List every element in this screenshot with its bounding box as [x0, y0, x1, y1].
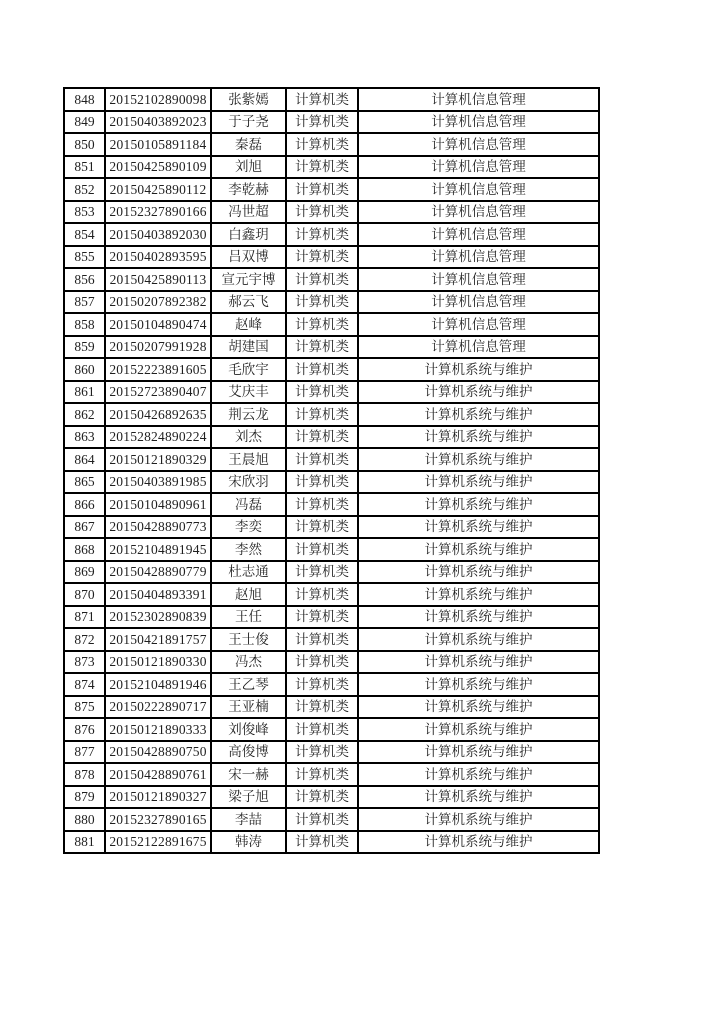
- cell-name: 秦磊: [211, 133, 286, 156]
- cell-id: 20150222890717: [105, 696, 211, 719]
- table-row: [64, 358, 599, 381]
- cell-major: 计算机信息管理: [358, 178, 599, 201]
- table-row: [64, 583, 599, 606]
- cell-category: 计算机类: [286, 471, 358, 494]
- table-row: [64, 313, 599, 336]
- table-row: [64, 403, 599, 426]
- cell-name: 胡建国: [211, 336, 286, 359]
- cell-name: 宋一赫: [211, 763, 286, 786]
- cell-id: 20150402893595: [105, 246, 211, 269]
- cell-id: 20152302890839: [105, 606, 211, 629]
- cell-name: 于子尧: [211, 111, 286, 134]
- cell-id: 20150207991928: [105, 336, 211, 359]
- cell-major: 计算机系统与维护: [358, 808, 599, 831]
- cell-index: 870: [64, 583, 105, 606]
- cell-index: 850: [64, 133, 105, 156]
- table-row: [64, 763, 599, 786]
- table-row: [64, 223, 599, 246]
- cell-category: 计算机类: [286, 268, 358, 291]
- cell-major: 计算机信息管理: [358, 223, 599, 246]
- cell-id: 20152122891675: [105, 831, 211, 854]
- table-row: [64, 808, 599, 831]
- cell-id: 20150428890750: [105, 741, 211, 764]
- cell-index: 872: [64, 628, 105, 651]
- cell-name: 赵旭: [211, 583, 286, 606]
- cell-index: 848: [64, 88, 105, 111]
- table-row: [64, 628, 599, 651]
- cell-major: 计算机系统与维护: [358, 786, 599, 809]
- cell-id: 20150121890330: [105, 651, 211, 674]
- table-row: [64, 381, 599, 404]
- cell-name: 冯世超: [211, 201, 286, 224]
- cell-category: 计算机类: [286, 763, 358, 786]
- cell-major: 计算机系统与维护: [358, 606, 599, 629]
- cell-category: 计算机类: [286, 651, 358, 674]
- cell-id: 20150404893391: [105, 583, 211, 606]
- table-row: [64, 111, 599, 134]
- cell-index: 874: [64, 673, 105, 696]
- table-row: [64, 651, 599, 674]
- cell-name: 白鑫玥: [211, 223, 286, 246]
- cell-index: 868: [64, 538, 105, 561]
- cell-id: 20152327890166: [105, 201, 211, 224]
- cell-name: 李奕: [211, 516, 286, 539]
- table-row: [64, 448, 599, 471]
- cell-category: 计算机类: [286, 718, 358, 741]
- cell-name: 刘俊峰: [211, 718, 286, 741]
- cell-name: 艾庆丰: [211, 381, 286, 404]
- cell-category: 计算机类: [286, 628, 358, 651]
- cell-id: 20150421891757: [105, 628, 211, 651]
- cell-major: 计算机信息管理: [358, 133, 599, 156]
- cell-index: 876: [64, 718, 105, 741]
- cell-category: 计算机类: [286, 111, 358, 134]
- cell-category: 计算机类: [286, 786, 358, 809]
- cell-name: 韩涛: [211, 831, 286, 854]
- cell-index: 864: [64, 448, 105, 471]
- table-row: [64, 673, 599, 696]
- cell-index: 857: [64, 291, 105, 314]
- cell-index: 877: [64, 741, 105, 764]
- table-row: [64, 133, 599, 156]
- cell-id: 20150121890329: [105, 448, 211, 471]
- cell-major: 计算机信息管理: [358, 291, 599, 314]
- cell-name: 赵峰: [211, 313, 286, 336]
- cell-major: 计算机信息管理: [358, 201, 599, 224]
- cell-category: 计算机类: [286, 223, 358, 246]
- cell-category: 计算机类: [286, 403, 358, 426]
- table-row: [64, 426, 599, 449]
- cell-category: 计算机类: [286, 358, 358, 381]
- cell-name: 李然: [211, 538, 286, 561]
- table-row: [64, 561, 599, 584]
- cell-name: 刘杰: [211, 426, 286, 449]
- cell-id: 20152104891946: [105, 673, 211, 696]
- table-row: [64, 156, 599, 179]
- cell-name: 张紫嫣: [211, 88, 286, 111]
- cell-id: 20152102890098: [105, 88, 211, 111]
- cell-id: 20150105891184: [105, 133, 211, 156]
- cell-index: 878: [64, 763, 105, 786]
- cell-major: 计算机信息管理: [358, 313, 599, 336]
- cell-category: 计算机类: [286, 133, 358, 156]
- cell-category: 计算机类: [286, 336, 358, 359]
- cell-index: 879: [64, 786, 105, 809]
- table-row: [64, 696, 599, 719]
- cell-id: 20150425890113: [105, 268, 211, 291]
- student-table-body: [64, 88, 599, 853]
- cell-name: 高俊博: [211, 741, 286, 764]
- cell-name: 王任: [211, 606, 286, 629]
- cell-id: 20152824890224: [105, 426, 211, 449]
- table-row: [64, 606, 599, 629]
- table-row: [64, 201, 599, 224]
- cell-id: 20152223891605: [105, 358, 211, 381]
- cell-name: 刘旭: [211, 156, 286, 179]
- cell-name: 王士俊: [211, 628, 286, 651]
- cell-index: 866: [64, 493, 105, 516]
- cell-id: 20150207892382: [105, 291, 211, 314]
- cell-index: 851: [64, 156, 105, 179]
- cell-major: 计算机信息管理: [358, 246, 599, 269]
- cell-name: 梁子旭: [211, 786, 286, 809]
- cell-index: 880: [64, 808, 105, 831]
- cell-id: 20150121890333: [105, 718, 211, 741]
- cell-id: 20152723890407: [105, 381, 211, 404]
- cell-category: 计算机类: [286, 493, 358, 516]
- cell-major: 计算机系统与维护: [358, 673, 599, 696]
- cell-index: 860: [64, 358, 105, 381]
- cell-category: 计算机类: [286, 156, 358, 179]
- cell-major: 计算机系统与维护: [358, 403, 599, 426]
- cell-index: 856: [64, 268, 105, 291]
- table-row: [64, 786, 599, 809]
- cell-category: 计算机类: [286, 381, 358, 404]
- cell-category: 计算机类: [286, 448, 358, 471]
- cell-major: 计算机系统与维护: [358, 718, 599, 741]
- cell-major: 计算机系统与维护: [358, 696, 599, 719]
- cell-major: 计算机系统与维护: [358, 741, 599, 764]
- table-row: [64, 291, 599, 314]
- cell-major: 计算机系统与维护: [358, 561, 599, 584]
- cell-index: 865: [64, 471, 105, 494]
- cell-major: 计算机系统与维护: [358, 628, 599, 651]
- cell-index: 853: [64, 201, 105, 224]
- cell-id: 20150104890961: [105, 493, 211, 516]
- cell-id: 20150121890327: [105, 786, 211, 809]
- cell-id: 20150428890779: [105, 561, 211, 584]
- cell-category: 计算机类: [286, 313, 358, 336]
- cell-name: 冯杰: [211, 651, 286, 674]
- cell-category: 计算机类: [286, 88, 358, 111]
- cell-name: 李喆: [211, 808, 286, 831]
- cell-category: 计算机类: [286, 583, 358, 606]
- table-row: [64, 471, 599, 494]
- cell-category: 计算机类: [286, 561, 358, 584]
- cell-category: 计算机类: [286, 808, 358, 831]
- cell-name: 荆云龙: [211, 403, 286, 426]
- cell-category: 计算机类: [286, 696, 358, 719]
- cell-id: 20150428890761: [105, 763, 211, 786]
- cell-category: 计算机类: [286, 538, 358, 561]
- cell-name: 吕双博: [211, 246, 286, 269]
- cell-name: 王亚楠: [211, 696, 286, 719]
- cell-major: 计算机系统与维护: [358, 493, 599, 516]
- cell-major: 计算机系统与维护: [358, 426, 599, 449]
- cell-name: 冯磊: [211, 493, 286, 516]
- table-row: [64, 741, 599, 764]
- cell-major: 计算机信息管理: [358, 111, 599, 134]
- table-row: [64, 336, 599, 359]
- cell-index: 867: [64, 516, 105, 539]
- cell-index: 863: [64, 426, 105, 449]
- cell-index: 852: [64, 178, 105, 201]
- cell-id: 20152327890165: [105, 808, 211, 831]
- table-row: [64, 493, 599, 516]
- cell-category: 计算机类: [286, 201, 358, 224]
- cell-id: 20150403892023: [105, 111, 211, 134]
- student-table: [63, 87, 600, 854]
- cell-category: 计算机类: [286, 426, 358, 449]
- cell-index: 854: [64, 223, 105, 246]
- cell-name: 宣元宇博: [211, 268, 286, 291]
- cell-major: 计算机系统与维护: [358, 651, 599, 674]
- table-row: [64, 718, 599, 741]
- cell-major: 计算机系统与维护: [358, 471, 599, 494]
- cell-index: 861: [64, 381, 105, 404]
- cell-name: 毛欣宇: [211, 358, 286, 381]
- cell-index: 871: [64, 606, 105, 629]
- cell-id: 20150104890474: [105, 313, 211, 336]
- cell-index: 858: [64, 313, 105, 336]
- cell-index: 875: [64, 696, 105, 719]
- cell-major: 计算机系统与维护: [358, 381, 599, 404]
- cell-name: 李乾赫: [211, 178, 286, 201]
- cell-index: 862: [64, 403, 105, 426]
- cell-id: 20150428890773: [105, 516, 211, 539]
- cell-major: 计算机信息管理: [358, 336, 599, 359]
- cell-major: 计算机系统与维护: [358, 448, 599, 471]
- table-row: [64, 178, 599, 201]
- cell-category: 计算机类: [286, 606, 358, 629]
- cell-name: 王乙琴: [211, 673, 286, 696]
- table-row: [64, 516, 599, 539]
- cell-index: 881: [64, 831, 105, 854]
- cell-name: 郝云飞: [211, 291, 286, 314]
- table-row: [64, 538, 599, 561]
- cell-id: 20150425890109: [105, 156, 211, 179]
- cell-index: 869: [64, 561, 105, 584]
- cell-id: 20150425890112: [105, 178, 211, 201]
- cell-name: 宋欣羽: [211, 471, 286, 494]
- cell-index: 873: [64, 651, 105, 674]
- cell-index: 855: [64, 246, 105, 269]
- cell-name: 杜志通: [211, 561, 286, 584]
- cell-index: 859: [64, 336, 105, 359]
- cell-id: 20150403891985: [105, 471, 211, 494]
- cell-id: 20150403892030: [105, 223, 211, 246]
- table-row: [64, 831, 599, 854]
- cell-major: 计算机系统与维护: [358, 358, 599, 381]
- table-row: [64, 88, 599, 111]
- cell-id: 20152104891945: [105, 538, 211, 561]
- cell-index: 849: [64, 111, 105, 134]
- cell-major: 计算机信息管理: [358, 156, 599, 179]
- cell-major: 计算机系统与维护: [358, 516, 599, 539]
- cell-category: 计算机类: [286, 831, 358, 854]
- cell-major: 计算机系统与维护: [358, 583, 599, 606]
- cell-name: 王晨旭: [211, 448, 286, 471]
- cell-id: 20150426892635: [105, 403, 211, 426]
- cell-category: 计算机类: [286, 178, 358, 201]
- cell-category: 计算机类: [286, 673, 358, 696]
- cell-category: 计算机类: [286, 291, 358, 314]
- cell-category: 计算机类: [286, 516, 358, 539]
- table-row: [64, 268, 599, 291]
- cell-major: 计算机系统与维护: [358, 538, 599, 561]
- table-row: [64, 246, 599, 269]
- cell-major: 计算机系统与维护: [358, 763, 599, 786]
- cell-major: 计算机信息管理: [358, 268, 599, 291]
- cell-category: 计算机类: [286, 246, 358, 269]
- cell-major: 计算机信息管理: [358, 88, 599, 111]
- cell-category: 计算机类: [286, 741, 358, 764]
- cell-major: 计算机系统与维护: [358, 831, 599, 854]
